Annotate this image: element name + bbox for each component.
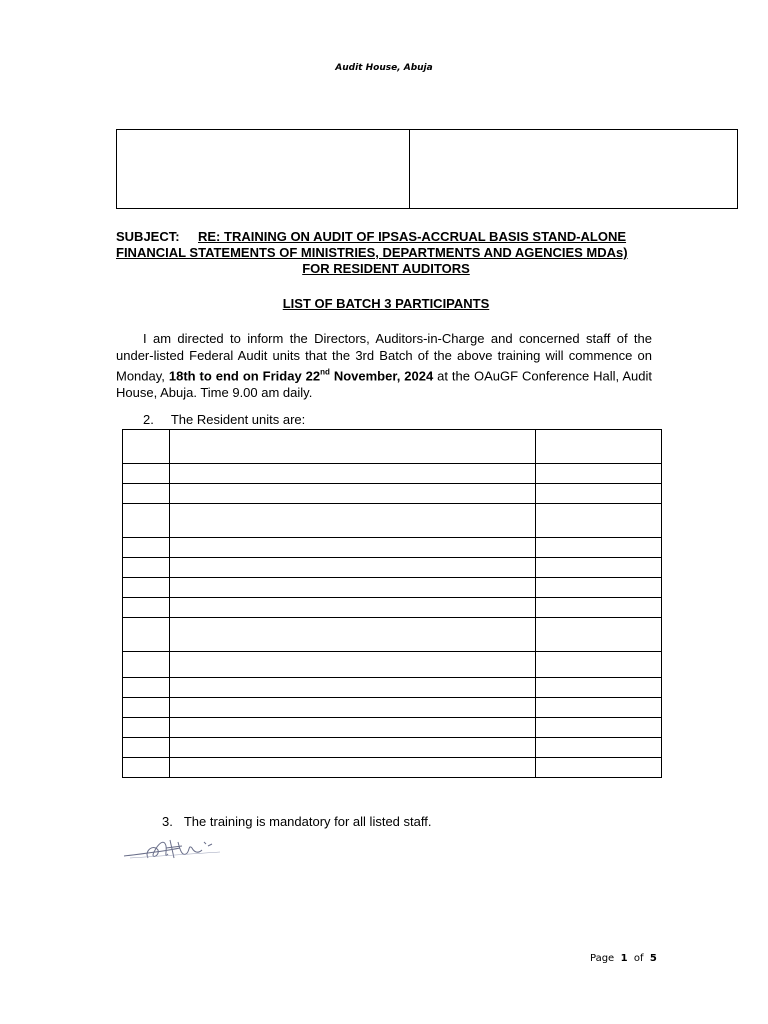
paragraph-1-text-b: at the OAuGF Conference Hall, Audit House, Abuja. Time 9.00 am daily. — [116, 368, 653, 401]
page-label: Page — [590, 953, 615, 964]
paragraph-1-sup: nd — [320, 368, 330, 377]
paragraph-1-bold-b: November, 2024 — [329, 368, 434, 384]
paragraph-2-number: 2. — [143, 412, 154, 427]
address-cell-left — [117, 130, 410, 209]
paragraph-1-text-a: I am directed to inform the Directors, Auditors-in-Charge and concerned staff of the under-listed Federal Audit units that the 3rd Batch of the above training will commence on Monday, — [116, 331, 652, 384]
subject-label: SUBJECT: — [116, 229, 180, 244]
table-row — [123, 578, 662, 598]
table-row — [123, 758, 662, 778]
subject-line-2: FINANCIAL STATEMENTS OF MINISTRIES, DEPARTMENTS AND AGENCIES MDAs) — [116, 245, 628, 260]
paragraph-2 — [143, 412, 305, 427]
header-location: Audit House, Abuja — [335, 63, 433, 73]
table-row — [123, 652, 662, 678]
subject-block — [116, 229, 656, 277]
resident-units-table — [122, 429, 662, 778]
table-row — [123, 538, 662, 558]
page-number — [590, 953, 657, 964]
table-row — [123, 718, 662, 738]
page-current: 1 — [620, 953, 628, 964]
table-row — [123, 678, 662, 698]
paragraph-3 — [162, 814, 431, 829]
table-row — [123, 738, 662, 758]
paragraph-2-text: The Resident units are: — [170, 412, 306, 427]
table-row — [123, 464, 662, 484]
table-row — [123, 484, 662, 504]
page-of: of — [633, 953, 644, 964]
signature-image — [120, 832, 230, 868]
address-cell-right — [410, 130, 738, 209]
table-row — [123, 618, 662, 652]
table-row — [123, 430, 662, 464]
batch-title: LIST OF BATCH 3 PARTICIPANTS — [282, 296, 490, 311]
paragraph-3-number: 3. — [162, 814, 173, 829]
paragraph-1 — [116, 330, 652, 401]
page-total: 5 — [649, 953, 657, 964]
paragraph-1-bold-a: 18th to end on Friday 22 — [168, 368, 321, 384]
address-table — [116, 129, 738, 209]
table-row — [123, 558, 662, 578]
subject-line-3: FOR RESIDENT AUDITORS — [302, 261, 470, 276]
subject-line-1: RE: TRAINING ON AUDIT OF IPSAS-ACCRUAL BASIS STAND-ALONE — [198, 229, 627, 244]
table-row — [123, 598, 662, 618]
paragraph-3-text: The training is mandatory for all listed staff. — [183, 814, 432, 829]
table-row — [123, 504, 662, 538]
table-row — [123, 698, 662, 718]
